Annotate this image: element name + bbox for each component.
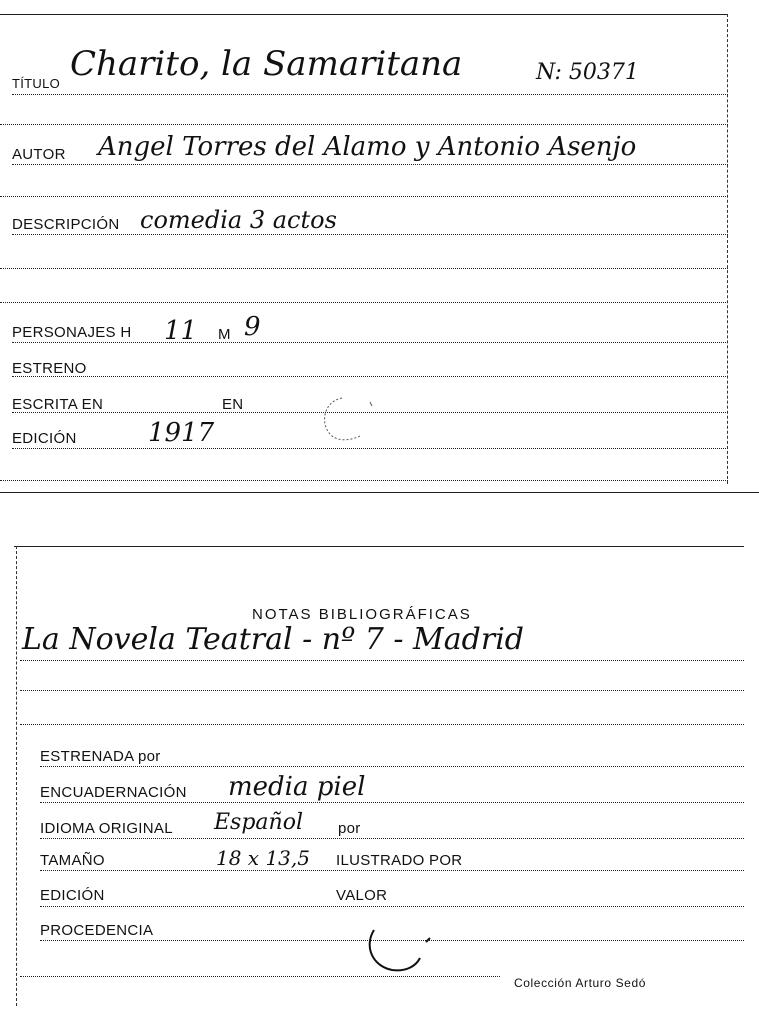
tamano-label: TAMAÑO bbox=[40, 852, 105, 869]
valor-label: VALOR bbox=[336, 887, 388, 904]
edicion2-label: EDICIÓN bbox=[40, 887, 105, 904]
card-top-border bbox=[14, 546, 744, 547]
personajes-m-value: 9 bbox=[244, 312, 261, 342]
ruled-line bbox=[20, 724, 744, 725]
encuadernacion-value: media piel bbox=[228, 772, 366, 802]
personajes-m-label: M bbox=[218, 326, 231, 343]
tamano-line bbox=[40, 870, 744, 871]
estrenada-label: ESTRENADA por bbox=[40, 748, 161, 765]
card-separator bbox=[0, 492, 759, 493]
estrenada-line bbox=[40, 766, 744, 767]
autor-line bbox=[12, 164, 728, 165]
personajes-h-value: 11 bbox=[164, 316, 198, 346]
card-top-border bbox=[0, 14, 728, 15]
titulo-value: Charito, la Samaritana bbox=[70, 44, 463, 84]
ruled-line bbox=[0, 302, 728, 303]
encuadernacion-line bbox=[40, 802, 744, 803]
idioma-label: IDIOMA ORIGINAL bbox=[40, 820, 173, 837]
card-left-edge bbox=[16, 546, 17, 1006]
stamp-mark bbox=[312, 394, 382, 444]
notas-value: La Novela Teatral - nº 7 - Madrid bbox=[22, 622, 524, 657]
tamano-value: 18 x 13,5 bbox=[216, 846, 310, 870]
titulo-label: TÍTULO bbox=[12, 76, 61, 91]
descripcion-label: DESCRIPCIÓN bbox=[12, 216, 120, 233]
en-label: EN bbox=[222, 396, 244, 413]
escrita-en-label: ESCRITA EN bbox=[12, 396, 104, 413]
ruled-line bbox=[0, 480, 728, 481]
notas-line bbox=[20, 660, 744, 661]
notas-heading: NOTAS BIBLIOGRÁFICAS bbox=[252, 606, 472, 623]
encuadernacion-label: ENCUADERNACIÓN bbox=[40, 784, 187, 801]
descripcion-line bbox=[12, 234, 728, 235]
estreno-line bbox=[12, 376, 728, 377]
ruled-line bbox=[0, 196, 728, 197]
ruled-line bbox=[20, 976, 500, 977]
autor-label: AUTOR bbox=[12, 146, 66, 163]
idioma-line bbox=[40, 838, 744, 839]
edicion2-line bbox=[40, 906, 744, 907]
ilustrado-label: ILUSTRADO POR bbox=[336, 852, 463, 869]
collection-footer: Colección Arturo Sedó bbox=[514, 976, 647, 990]
ruled-line bbox=[20, 690, 744, 691]
numero-value: N: 50371 bbox=[536, 60, 639, 85]
titulo-line bbox=[12, 94, 728, 95]
procedencia-label: PROCEDENCIA bbox=[40, 922, 154, 939]
autor-value: Angel Torres del Alamo y Antonio Asenjo bbox=[98, 132, 637, 162]
estreno-label: ESTRENO bbox=[12, 360, 87, 377]
edicion-value: 1917 bbox=[148, 418, 215, 448]
edicion-label: EDICIÓN bbox=[12, 430, 77, 447]
ruled-line bbox=[0, 124, 728, 125]
por-label: por bbox=[338, 820, 361, 837]
card-right-edge bbox=[727, 14, 728, 484]
ruled-line bbox=[0, 268, 728, 269]
personajes-label: PERSONAJES H bbox=[12, 324, 132, 341]
stamp-mark bbox=[360, 926, 440, 976]
descripcion-value: comedia 3 actos bbox=[140, 206, 337, 234]
edicion-line bbox=[12, 448, 728, 449]
personajes-line bbox=[12, 342, 728, 343]
idioma-value: Español bbox=[214, 810, 303, 835]
